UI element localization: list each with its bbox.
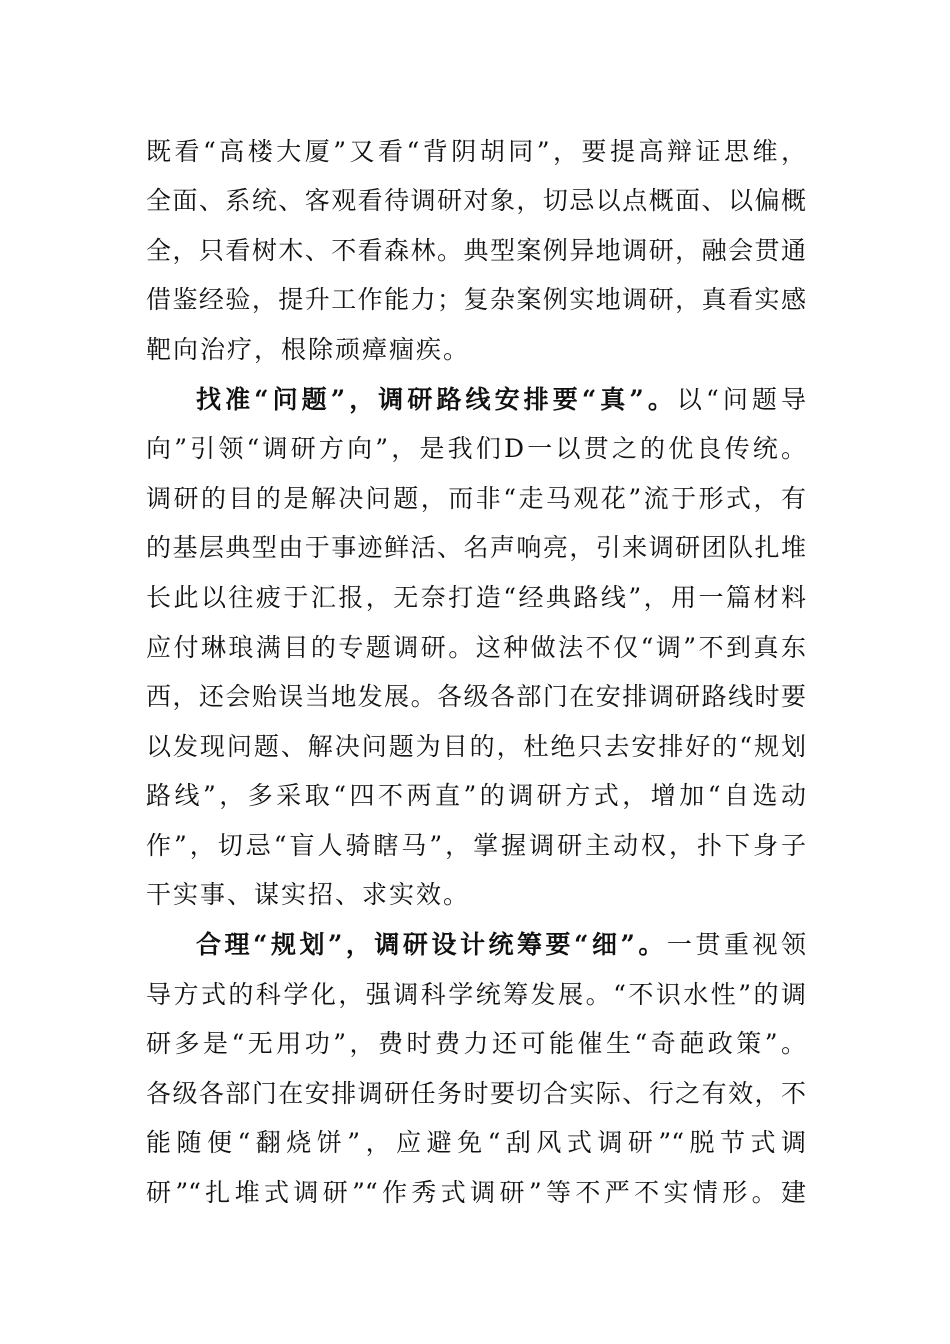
paragraph-3-first-rest: 一贯重视领 xyxy=(666,930,806,959)
paragraph-3-line-6: 研”“扎堆式调研”“作秀式调研”等不严不实情形。建 xyxy=(146,1178,806,1207)
paragraph-1-line-2: 全面、系统、客观看待调研对象，切忌以点概面、以偏概 xyxy=(146,186,806,215)
paragraph-1-line-3: 全，只看树木、不看森林。典型案例异地调研，融会贯通 xyxy=(146,236,806,265)
paragraph-2-line-3: 调研的目的是解决问题，而非“走马观花”流于形式，有 xyxy=(146,484,806,513)
paragraph-3-first-line xyxy=(196,925,806,965)
paragraph-2-line-8: 以发现问题、解决问题为目的，杜绝只去安排好的“规划 xyxy=(146,732,806,761)
paragraph-3-heading: 合理“规划”，调研设计统筹要“细”。 xyxy=(196,930,667,959)
paragraph-1-line-4: 借鉴经验，提升工作能力；复杂案例实地调研，真看实感 xyxy=(146,285,806,314)
paragraph-3-line-3: 研多是“无用功”，费时费力还可能催生“奇葩政策”。 xyxy=(146,1029,806,1058)
paragraph-2-line-11: 干实事、谋实招、求实效。 xyxy=(146,880,471,909)
paragraph-2-line-7: 西，还会贻误当地发展。各级各部门在安排调研路线时要 xyxy=(146,682,806,711)
paragraph-2-first-line xyxy=(196,380,806,420)
paragraph-2-line-9: 路线”，多采取“四不两直”的调研方式，增加“自选动 xyxy=(146,781,806,810)
paragraph-2-line-5: 长此以往疲于汇报，无奈打造“经典路线”，用一篇材料 xyxy=(146,583,806,612)
paragraph-2-line-4: 的基层典型由于事迹鲜活、名声响亮，引来调研团队扎堆 xyxy=(146,533,806,562)
paragraph-2-line-6: 应付琳琅满目的专题调研。这种做法不仅“调”不到真东 xyxy=(146,633,806,662)
paragraph-2-line-2: 向”引领“调研方向”，是我们D一以贯之的优良传统。 xyxy=(146,434,806,463)
paragraph-2-first-rest: 以“问题导 xyxy=(676,385,806,414)
paragraph-3-line-2: 导方式的科学化，强调科学统筹发展。“不识水性”的调 xyxy=(146,980,806,1009)
paragraph-2-heading: 找准“问题”，调研路线安排要“真”。 xyxy=(196,385,677,414)
paragraph-1-line-1: 既看“高楼大厦”又看“背阴胡同”，要提高辩证思维， xyxy=(146,137,806,166)
paragraph-2-line-10: 作”，切忌“盲人骑瞎马”，掌握调研主动权，扑下身子 xyxy=(146,831,806,860)
paragraph-1-line-5: 靶向治疗，根除顽瘴痼疾。 xyxy=(146,335,471,364)
paragraph-3-line-4: 各级各部门在安排调研任务时要切合实际、行之有效，不 xyxy=(146,1079,806,1108)
paragraph-3-line-5: 能随便“翻烧饼”，应避免“刮风式调研”“脱节式调 xyxy=(146,1128,806,1157)
